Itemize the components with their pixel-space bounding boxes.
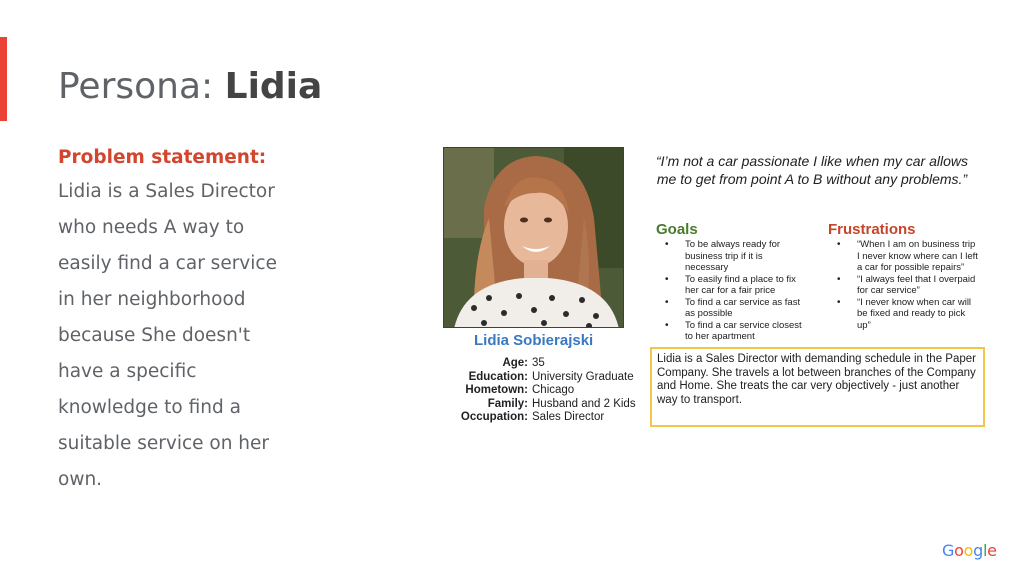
persona-portrait-image: [444, 148, 624, 328]
detail-row-age: [448, 357, 636, 371]
detail-value: Husband and 2 Kids: [532, 397, 636, 410]
logo-letter: o: [954, 541, 964, 560]
goal-item: • To be always ready for business trip if it is necessary: [656, 239, 806, 274]
problem-statement: [58, 142, 298, 498]
detail-value: Chicago: [532, 384, 575, 396]
detail-label: Family:: [487, 397, 528, 410]
goals-heading: Goals: [656, 221, 698, 238]
detail-row-hometown: [448, 384, 636, 398]
frustration-item: • “When I am on business trip I never know where can I left a car for possible repairs”: [828, 239, 978, 274]
detail-label: Occupation:: [460, 411, 528, 423]
problem-heading: Problem statement:: [58, 147, 267, 168]
detail-label: Education:: [468, 370, 528, 383]
persona-quote: “I’m not a car passionate I like when my car allows me to get from point A to B without any problems.”: [655, 153, 968, 187]
detail-label: Age:: [502, 357, 528, 369]
persona-photo: [443, 147, 624, 328]
slide-title: [58, 66, 322, 107]
persona-details: [448, 357, 636, 425]
detail-value: Sales Director: [532, 411, 605, 423]
goal-item: • To find a car service closest to her apartment: [656, 320, 806, 343]
logo-letter: o: [963, 541, 974, 560]
problem-text: Lidia is a Sales Director who needs A way to easily find a car service in her neighborhood because She doesn't have a specific knowledge to find a suitable service on her own.: [58, 181, 277, 490]
logo-letter: l: [982, 541, 988, 560]
detail-value: University Graduate: [532, 370, 634, 383]
persona-name: Lidia Sobierajski: [474, 332, 594, 349]
detail-value: 35: [532, 357, 545, 369]
accent-bar: [0, 37, 7, 121]
detail-row-family: [448, 398, 636, 412]
title-name: Lidia: [224, 66, 323, 107]
logo-letter: e: [987, 541, 997, 560]
logo-letter: G: [942, 541, 955, 560]
frustrations-heading: Frustrations: [828, 221, 916, 238]
goals-list: [656, 239, 806, 343]
detail-row-occupation: [448, 411, 636, 425]
frustration-item: • “I always feel that I overpaid for car service”: [828, 274, 978, 297]
title-prefix: Persona:: [58, 66, 214, 107]
detail-label: Hometown:: [465, 384, 528, 396]
goal-item: • To find a car service as fast as possible: [656, 297, 806, 320]
frustrations-list: [828, 239, 978, 331]
persona-bio: Lidia is a Sales Director with demanding schedule in the Paper Company. She travels a lot between branches of the Company and Home. She treats the car very objectively - just another way to transport.: [650, 347, 985, 427]
frustration-item: • “I never know when car will be fixed and ready to pick up”: [828, 297, 978, 332]
goal-item: • To easily find a place to fix her car for a fair price: [656, 274, 806, 297]
detail-row-education: [448, 371, 636, 385]
google-logo: [942, 541, 997, 560]
logo-letter: g: [973, 541, 983, 560]
